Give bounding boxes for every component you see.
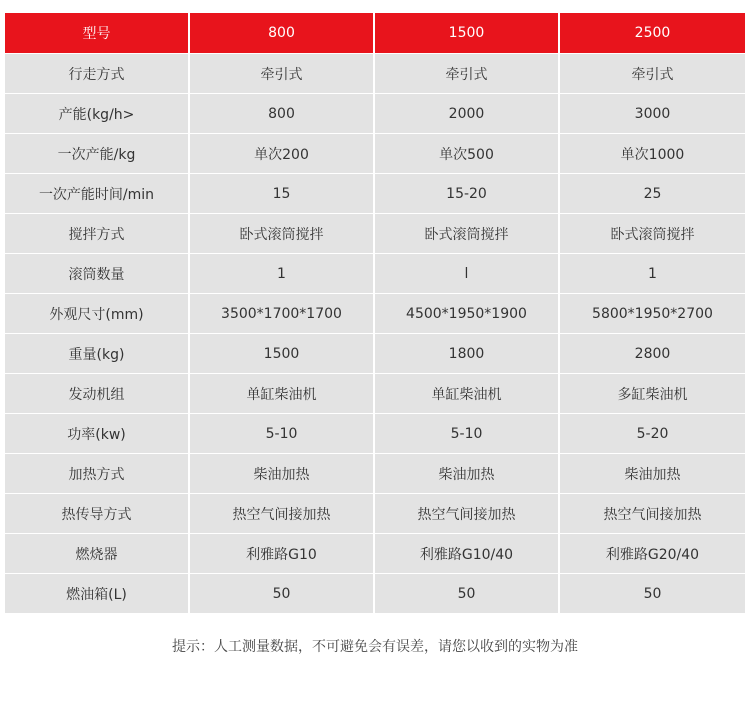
table-row (5, 534, 745, 574)
table-cell: 牵引式 (375, 54, 560, 94)
table-row (5, 254, 745, 294)
table-cell: 柴油加热 (190, 454, 375, 494)
table-cell: 多缸柴油机 (560, 374, 745, 414)
table-cell: 800 (190, 94, 375, 134)
table-row (5, 174, 745, 214)
table-cell: 5-10 (375, 414, 560, 454)
row-label: 外观尺寸(mm) (5, 294, 190, 334)
spec-table-header (5, 13, 745, 54)
table-cell: 单缸柴油机 (375, 374, 560, 414)
table-cell: 单次200 (190, 134, 375, 174)
spec-table (5, 13, 745, 614)
table-cell: 4500*1950*1900 (375, 294, 560, 334)
table-cell: 15-20 (375, 174, 560, 214)
table-row (5, 294, 745, 334)
measurement-disclaimer: 提示：人工测量数据，不可避免会有误差，请您以收到的实物为准 (172, 639, 578, 655)
table-cell: 单次1000 (560, 134, 745, 174)
row-label: 燃油箱(L) (5, 574, 190, 614)
row-label: 搅拌方式 (5, 214, 190, 254)
table-cell: 25 (560, 174, 745, 214)
table-cell: 利雅路G10/40 (375, 534, 560, 574)
table-cell: 50 (375, 574, 560, 614)
table-row (5, 574, 745, 614)
header-cell-model-2500: 2500 (560, 13, 745, 54)
row-label: 功率(kw) (5, 414, 190, 454)
table-cell: 单次500 (375, 134, 560, 174)
table-cell: l (375, 254, 560, 294)
table-cell: 5-10 (190, 414, 375, 454)
table-row (5, 494, 745, 534)
row-label: 加热方式 (5, 454, 190, 494)
row-label: 重量(kg) (5, 334, 190, 374)
table-cell: 热空气间接加热 (190, 494, 375, 534)
row-label: 热传导方式 (5, 494, 190, 534)
table-cell: 卧式滚筒搅拌 (190, 214, 375, 254)
table-cell: 热空气间接加热 (560, 494, 745, 534)
table-cell: 卧式滚筒搅拌 (375, 214, 560, 254)
table-row (5, 414, 745, 454)
table-cell: 15 (190, 174, 375, 214)
header-cell-model-label: 型号 (5, 13, 190, 54)
spec-table-body (5, 54, 745, 614)
table-row (5, 374, 745, 414)
table-cell: 柴油加热 (375, 454, 560, 494)
row-label: 一次产能时间/min (5, 174, 190, 214)
row-label: 发动机组 (5, 374, 190, 414)
table-cell: 牵引式 (190, 54, 375, 94)
row-label: 滚筒数量 (5, 254, 190, 294)
table-cell: 1500 (190, 334, 375, 374)
row-label: 产能(kg/h> (5, 94, 190, 134)
table-cell: 5-20 (560, 414, 745, 454)
table-cell: 50 (190, 574, 375, 614)
table-row (5, 334, 745, 374)
table-cell: 2800 (560, 334, 745, 374)
table-cell: 牵引式 (560, 54, 745, 94)
table-cell: 卧式滚筒搅拌 (560, 214, 745, 254)
row-label: 燃烧器 (5, 534, 190, 574)
table-cell: 1800 (375, 334, 560, 374)
table-cell: 5800*1950*2700 (560, 294, 745, 334)
table-cell: 热空气间接加热 (375, 494, 560, 534)
table-row (5, 54, 745, 94)
table-cell: 利雅路G20/40 (560, 534, 745, 574)
table-cell: 3000 (560, 94, 745, 134)
table-row (5, 94, 745, 134)
table-cell: 柴油加热 (560, 454, 745, 494)
table-cell: 3500*1700*1700 (190, 294, 375, 334)
table-row (5, 134, 745, 174)
row-label: 行走方式 (5, 54, 190, 94)
header-row (5, 13, 745, 54)
table-row (5, 214, 745, 254)
row-label: 一次产能/kg (5, 134, 190, 174)
table-cell: 1 (560, 254, 745, 294)
table-cell: 单缸柴油机 (190, 374, 375, 414)
table-row (5, 454, 745, 494)
table-cell: 50 (560, 574, 745, 614)
header-cell-model-1500: 1500 (375, 13, 560, 54)
table-cell: 2000 (375, 94, 560, 134)
table-cell: 利雅路G10 (190, 534, 375, 574)
table-cell: 1 (190, 254, 375, 294)
header-cell-model-800: 800 (190, 13, 375, 54)
